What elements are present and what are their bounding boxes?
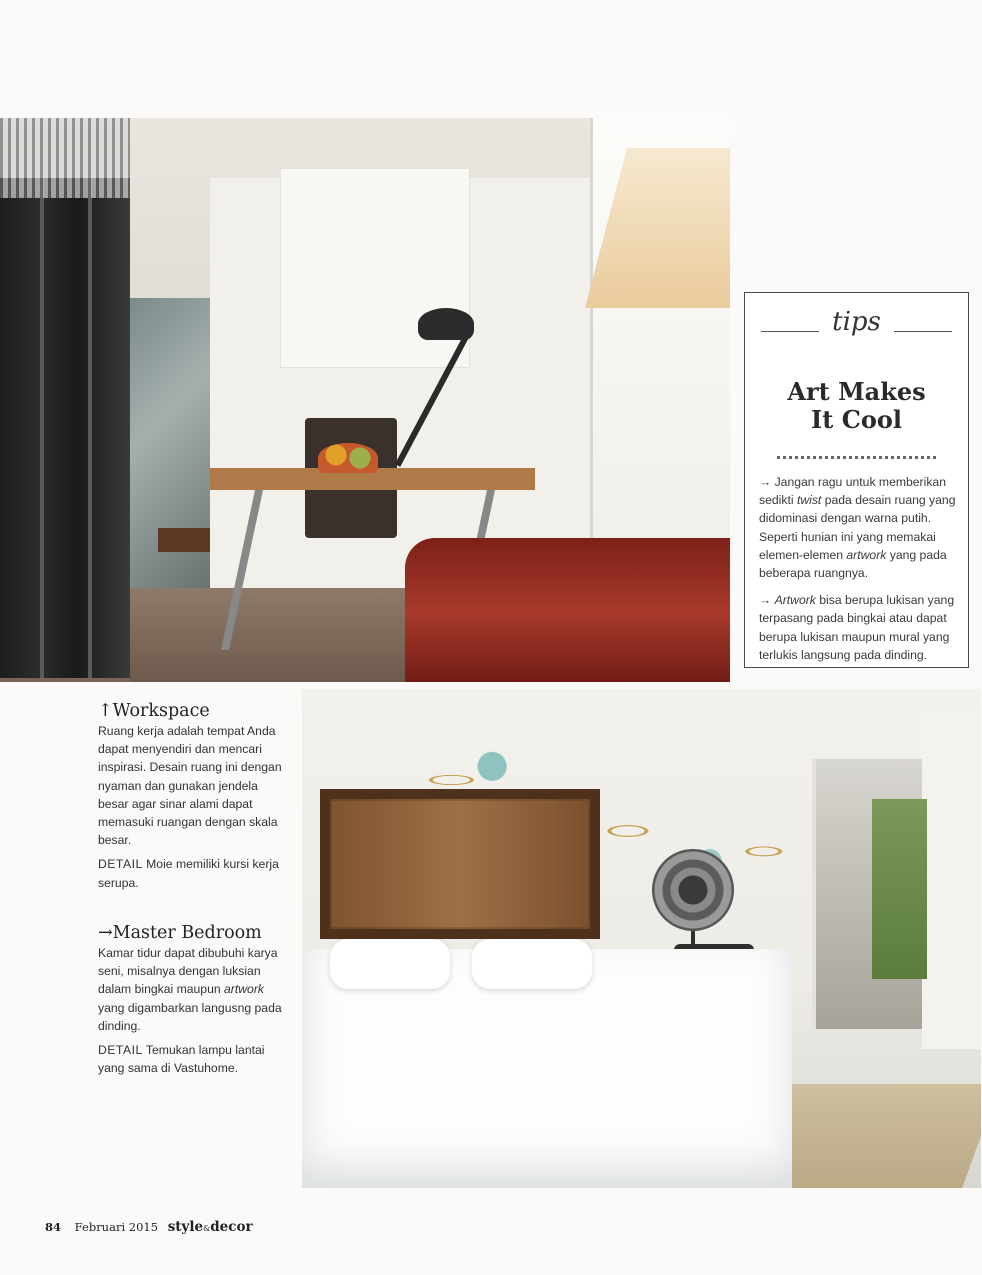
tips-paragraph-2: → Artwork bisa berupa lukisan yang terpasang pada bingkai atau dapat berupa lukisan maupun mural yang terlukis langsung pada dinding. (759, 593, 955, 662)
workspace-heading: ↑Workspace (98, 701, 210, 721)
bedroom-heading: →Master Bedroom (98, 923, 262, 943)
bedroom-body: Kamar tidur dapat dibubuhi karya seni, misalnya dengan luksian dalam bingkai maupun artwork yang digambarkan langusng pada dinding. (98, 946, 282, 1033)
workspace-photo (0, 118, 730, 682)
page-footer (45, 1219, 253, 1235)
tips-box (744, 292, 969, 668)
tips-body (759, 473, 958, 673)
tips-paragraph-1: → Jangan ragu untuk memberikan sedikti twist pada desain ruang yang didominasi dengan warna putih. Seperti hunian ini yang memakai elemen-elemen artwork yang pada beberapa ruangnya. (759, 475, 956, 581)
page-number: 84 (45, 1220, 62, 1234)
tips-kicker: tips (745, 307, 968, 337)
workspace-caption (98, 700, 288, 892)
bedroom-photo (302, 689, 981, 1188)
issue-date: Februari 2015 (74, 1220, 159, 1234)
tips-title-line2: It Cool (811, 405, 902, 434)
brand-logo: style&decor (167, 1219, 253, 1235)
workspace-body: Ruang kerja adalah tempat Anda dapat menyendiri dan mencari inspirasi. Desain ruang ini dengan nyaman dan gunakan jendela besar agar sinar alami dapat memasuki ruangan dengan skala besar. (98, 724, 282, 848)
bedroom-caption (98, 922, 288, 1077)
tips-title (745, 378, 968, 434)
bedroom-detail: DETAIL Temukan lampu lantai yang sama di Vastuhome. (98, 1043, 265, 1076)
workspace-detail: DETAIL Moie memiliki kursi kerja serupa. (98, 857, 279, 890)
dotted-divider (777, 456, 936, 459)
tips-title-line1: Art Makes (787, 377, 926, 406)
